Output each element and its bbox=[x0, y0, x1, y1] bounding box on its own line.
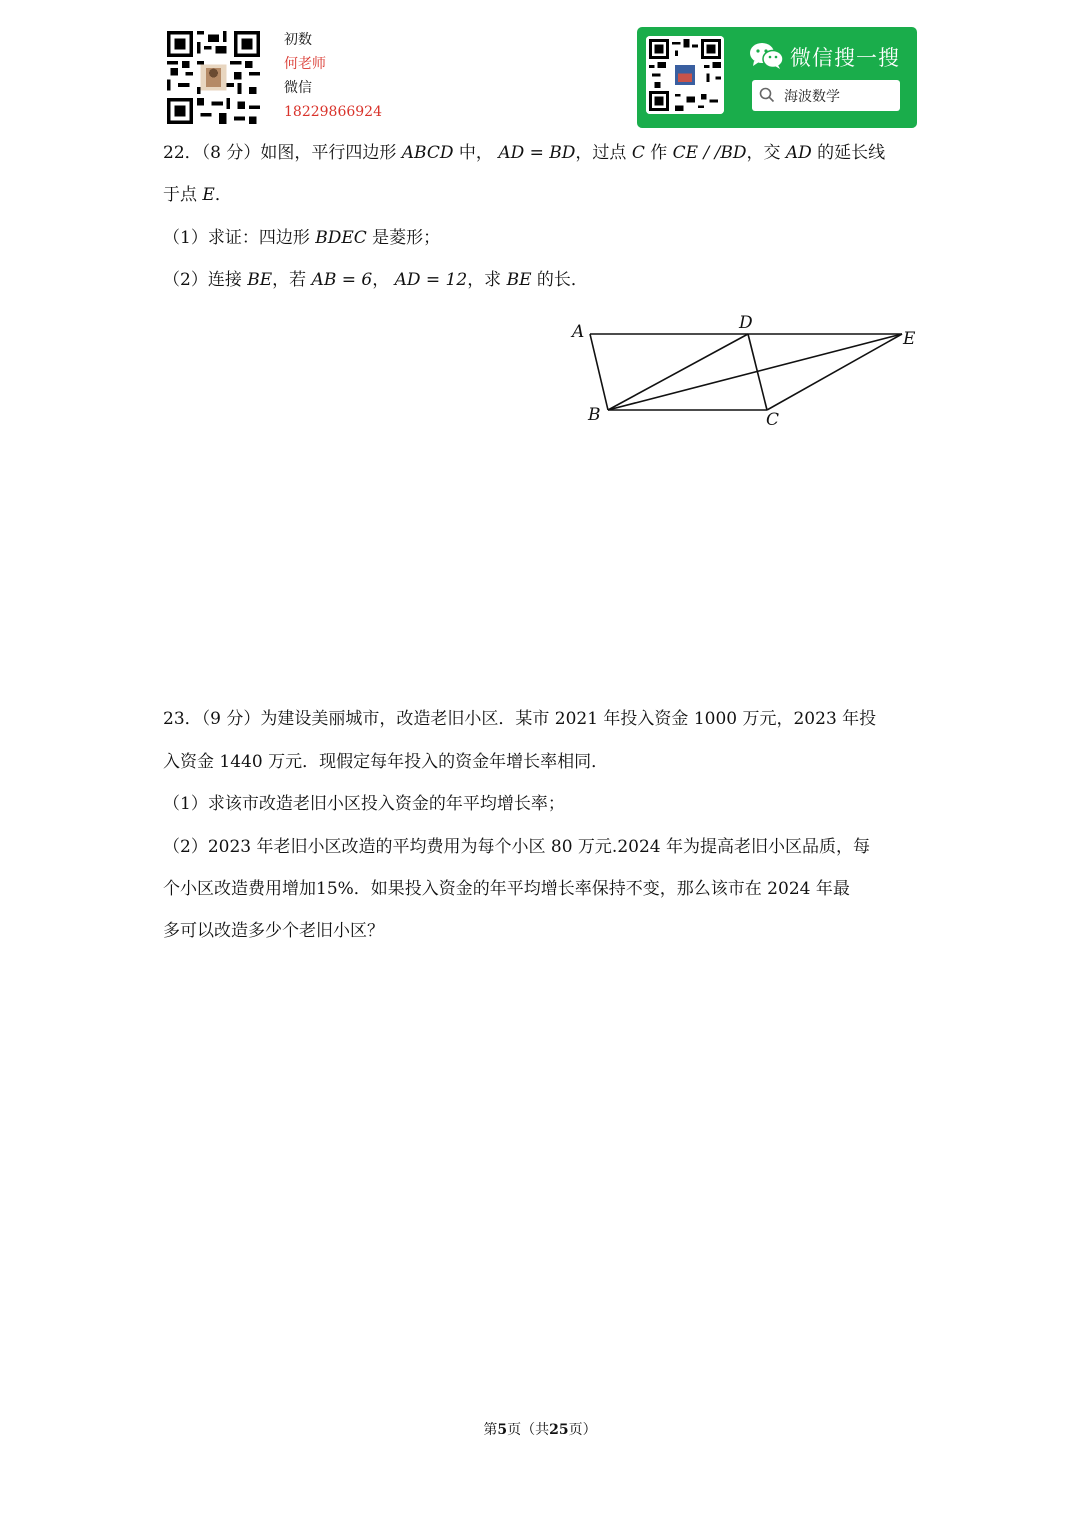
label-a: A bbox=[572, 322, 585, 342]
segment-ce bbox=[767, 334, 902, 410]
segment-ab bbox=[590, 334, 608, 410]
wechat-search-title: 微信搜一搜 bbox=[790, 46, 900, 70]
contact-wechat-label: 微信 bbox=[284, 80, 312, 96]
page-total: 25 bbox=[549, 1422, 569, 1438]
label-d: D bbox=[739, 313, 753, 333]
q23-part2-line2: 个小区改造费用增加15%．如果投入资金的年平均增长率保持不变，那么该市在 2024 年最 bbox=[163, 879, 850, 899]
page-number: 5 bbox=[497, 1422, 508, 1438]
q23-line1: 23．（9 分）为建设美丽城市，改造老旧小区．某市 2021 年投入资金 1000 万元，2023 年投 bbox=[163, 709, 877, 729]
q22-line1: 22．（8 分）如图，平行四边形 ABCD 中， AD = BD，过点 C 作 CE / /BD，交 AD 的延长线 bbox=[163, 143, 886, 163]
contact-teacher: 何老师 bbox=[284, 56, 326, 72]
contact-info bbox=[284, 28, 382, 124]
contact-subject: 初数 bbox=[284, 32, 312, 48]
label-c: C bbox=[766, 410, 780, 430]
wechat-search-box[interactable] bbox=[752, 80, 900, 111]
q23-line2: 入资金 1440 万元．现假定每年投入的资金年增长率相同． bbox=[163, 752, 609, 772]
wechat-search-text: 海波数学 bbox=[784, 89, 840, 105]
segment-be bbox=[608, 334, 902, 410]
q22-part2: （2）连接 BE，若 AB = 6， AD = 12，求 BE 的长． bbox=[163, 270, 588, 290]
q23-part1: （1）求该市改造老旧小区投入资金的年平均增长率； bbox=[163, 794, 565, 814]
label-b: B bbox=[588, 405, 601, 425]
wechat-qr-code bbox=[646, 36, 724, 114]
q22-part1: （1）求证：四边形 BDEC 是菱形； bbox=[163, 228, 441, 248]
contact-qr-code bbox=[167, 31, 260, 124]
q23-part2-line3: 多可以改造多少个老旧小区？ bbox=[163, 921, 384, 941]
wechat-logo-icon bbox=[749, 41, 785, 71]
search-icon bbox=[759, 87, 775, 103]
q23-part2-line1: （2）2023 年老旧小区改造的平均费用为每个小区 80 万元.2024 年为提高老旧小区品质，每 bbox=[163, 837, 870, 857]
label-e: E bbox=[903, 329, 916, 349]
segment-bd bbox=[608, 334, 748, 410]
contact-phone: 18229866924 bbox=[284, 104, 382, 120]
parallelogram-figure bbox=[560, 310, 930, 435]
q22-line2: 于点 E． bbox=[163, 185, 232, 205]
wechat-search-banner[interactable] bbox=[637, 27, 917, 128]
page-footer: 第5页（共25页） bbox=[483, 1422, 597, 1438]
